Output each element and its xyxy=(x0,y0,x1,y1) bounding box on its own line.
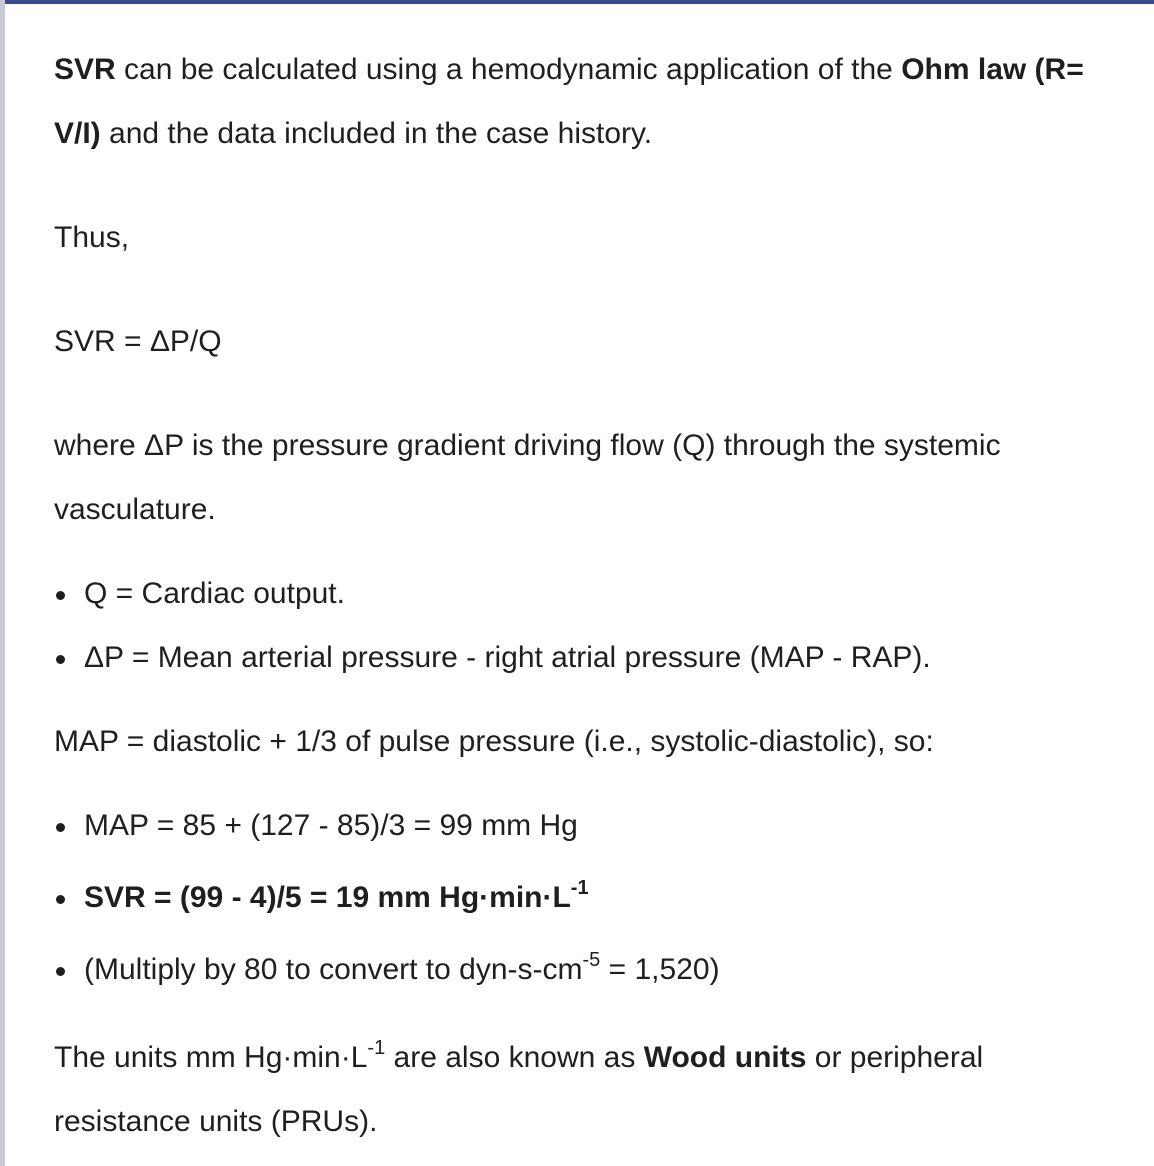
units-text: The units mm Hg·min·L xyxy=(54,1041,368,1074)
wood-units-term: Wood units xyxy=(643,1041,807,1074)
bullet-icon xyxy=(56,895,65,904)
intro-text-cont: and the data included in the case history. xyxy=(100,117,653,150)
calc-convert-exponent: -5 xyxy=(582,949,601,971)
paragraph-svr-intro-line2 xyxy=(54,102,1154,166)
list-item xyxy=(54,794,1154,858)
calc-convert-main: (Multiply by 80 to convert to dyn-s-cm xyxy=(84,953,583,986)
paragraph-wood-units-line1 xyxy=(54,1026,1154,1090)
ohm-law-term-cont: V/I) xyxy=(54,117,101,150)
units-text-b: are also known as xyxy=(385,1041,644,1074)
calc-svr-main: SVR = (99 - 4)/5 = 19 mm Hg·min·L xyxy=(84,881,571,914)
units-exponent: -1 xyxy=(367,1037,386,1059)
bullet-icon xyxy=(56,823,65,832)
units-text-d: or peripheral xyxy=(806,1041,984,1074)
calc-svr xyxy=(84,877,589,914)
list-item xyxy=(54,866,1154,930)
paragraph-svr-intro-line1 xyxy=(54,38,1154,102)
list-item xyxy=(54,626,1154,690)
paragraph-delta-p-line2: vasculature. xyxy=(54,493,216,526)
list-item xyxy=(54,562,1154,626)
intro-text: can be calculated using a hemodynamic application of the xyxy=(115,53,902,86)
list-item xyxy=(54,938,1154,1002)
explanation-content xyxy=(54,38,1154,1154)
calc-convert-tail: = 1,520) xyxy=(600,953,720,986)
paragraph-map: MAP = diastolic + 1/3 of pulse pressure (i.e., systolic-diastolic), so: xyxy=(54,725,934,758)
bullet-icon xyxy=(56,591,65,600)
formula-svr: SVR = ΔP/Q xyxy=(54,325,222,358)
definition-q: Q = Cardiac output. xyxy=(84,577,345,610)
calc-map: MAP = 85 + (127 - 85)/3 = 99 mm Hg xyxy=(84,809,578,842)
paragraph-wood-units-line2: resistance units (PRUs). xyxy=(54,1105,378,1138)
bullet-icon xyxy=(56,655,65,664)
top-accent-bar xyxy=(0,0,1154,4)
left-border-rule xyxy=(0,0,5,1166)
calculation-list xyxy=(54,794,1154,1002)
paragraph-delta-p-line1: where ΔP is the pressure gradient driving flow (Q) through the systemic xyxy=(54,429,1001,462)
bullet-icon xyxy=(56,967,65,976)
ohm-law-term: Ohm law (R= xyxy=(901,53,1084,86)
definition-delta-p: ΔP = Mean arterial pressure - right atrial pressure (MAP - RAP). xyxy=(84,641,931,674)
paragraph-thus: Thus, xyxy=(54,221,130,254)
definitions-list xyxy=(54,562,1154,690)
calc-svr-exponent: -1 xyxy=(570,877,589,899)
svr-term: SVR xyxy=(54,53,116,86)
